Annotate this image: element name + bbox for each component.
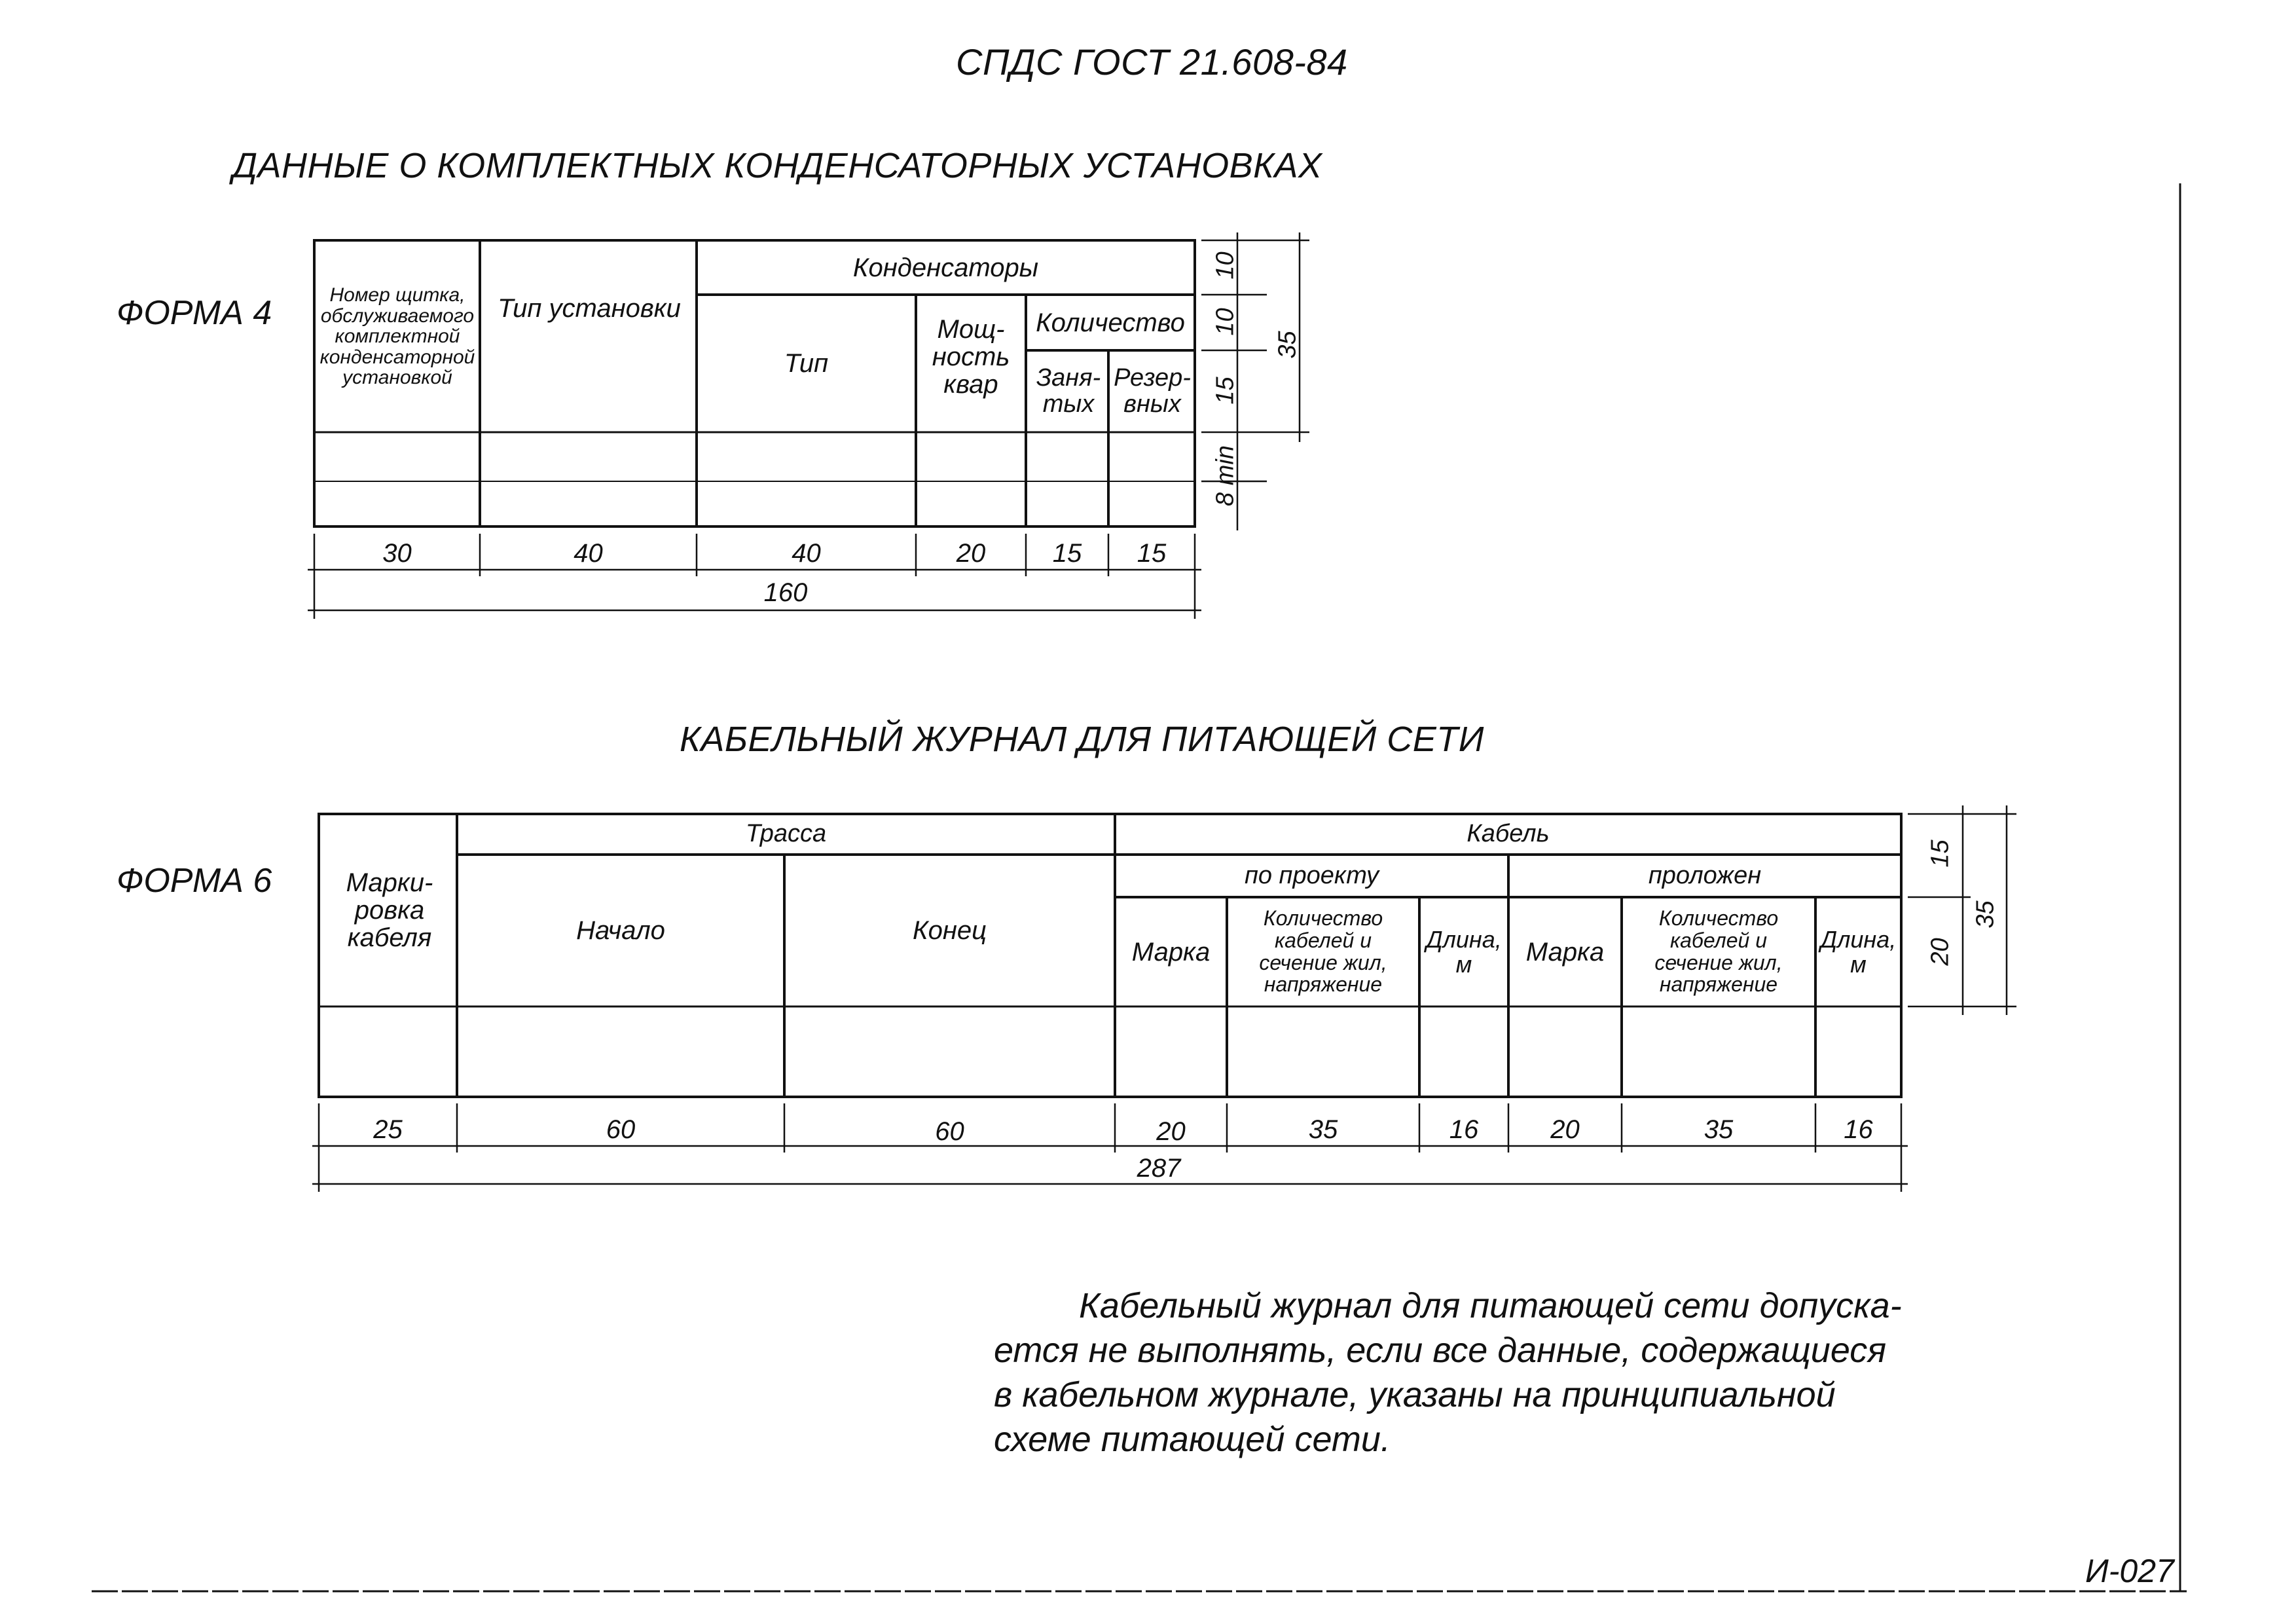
form6-dim-col-2: 60 [606, 1115, 636, 1144]
note-line-2: ется не выполнять, если все данные, содержащиеся [994, 1331, 1887, 1370]
form6-dim-col-6: 16 [1449, 1115, 1479, 1144]
note-line-1: Кабельный журнал для питающей сети допуска- [1079, 1286, 1902, 1325]
form4-dim-min-row: 8 min [1211, 445, 1239, 506]
form4-dim-row-3: 15 [1211, 377, 1239, 405]
form6-col-start: Начало [576, 916, 665, 945]
form4-dim-col-3: 40 [792, 539, 821, 568]
form4-label: ФОРМА 4 [117, 294, 272, 332]
form4-dim-col-5: 15 [1052, 539, 1082, 568]
form4-col-number: Номер щитка, обслуживаемого комплектной конденсаторной установкой [319, 284, 475, 389]
form4-group-quantity: Количество [1036, 308, 1185, 337]
form4-col-power: Мощ- ность квар [932, 315, 1010, 399]
form4-col-type: Тип [784, 349, 829, 378]
form6-col-count-design: Количество кабелей и сечение жил, напряжение [1259, 906, 1387, 997]
form4-dim-col-1: 30 [382, 539, 412, 568]
form4-col-reserve: Резер- вных [1114, 364, 1191, 418]
form6-dim-col-7: 20 [1550, 1115, 1580, 1144]
form6-group-route: Трасса [745, 820, 827, 848]
standard-header: СПДС ГОСТ 21.608-84 [956, 41, 1348, 83]
form4-col-occupied: Заня- тых [1036, 364, 1101, 418]
form6-heading: КАБЕЛЬНЫЙ ЖУРНАЛ ДЛЯ ПИТАЮЩЕЙ СЕТИ [680, 720, 1484, 759]
form4-heading: ДАННЫЕ О КОМПЛЕКТНЫХ КОНДЕНСАТОРНЫХ УСТАНОВКАХ [232, 146, 1322, 185]
form6-dim-row-2: 20 [1926, 938, 1954, 966]
form6-col-marking: Марки- ровка кабеля [346, 868, 433, 952]
form6-dim-col-4: 20 [1156, 1117, 1186, 1146]
form6-dim-col-5: 35 [1308, 1115, 1338, 1144]
note-line-3: в кабельном журнале, указаны на принципиальной [994, 1375, 1836, 1414]
form4-dim-col-2: 40 [574, 539, 603, 568]
form4-dim-row-2: 10 [1211, 308, 1239, 336]
form6-label: ФОРМА 6 [117, 862, 272, 900]
form6-dim-col-9: 16 [1844, 1115, 1873, 1144]
form4-dim-col-6: 15 [1137, 539, 1167, 568]
form6-dim-row-1: 15 [1926, 840, 1954, 868]
form4-dim-total: 160 [763, 578, 808, 607]
form6-col-brand-design: Марка [1131, 937, 1211, 967]
form6-dim-col-1: 25 [373, 1115, 403, 1144]
form6-col-end: Конец [913, 916, 987, 945]
form6-group-laid: проложен [1648, 861, 1762, 889]
form4-col-type-install: Тип установки [498, 294, 681, 323]
form6-dim-col-3: 60 [935, 1117, 964, 1146]
form4-dim-row-1: 10 [1211, 251, 1239, 280]
form6-col-length-laid: Длина, м [1820, 925, 1897, 978]
form6-dim-total: 287 [1137, 1154, 1181, 1183]
form4-dim-total-height: 35 [1273, 331, 1302, 359]
sheet-number: И-027 [2085, 1553, 2174, 1589]
form6-col-count-laid: Количество кабелей и сечение жил, напряжение [1654, 906, 1783, 997]
form6-dim-col-8: 35 [1704, 1115, 1734, 1144]
form6-dim-total-height: 35 [1971, 900, 1999, 929]
form6-col-brand-laid: Марка [1525, 937, 1605, 967]
form4-dim-col-4: 20 [956, 539, 986, 568]
form4-group-capacitors: Конденсаторы [852, 253, 1039, 282]
form6-group-design: по проекту [1244, 861, 1379, 889]
form6-col-length-design: Длина, м [1426, 925, 1502, 978]
note-paragraph [994, 1283, 1989, 1462]
form6-group-cable: Кабель [1467, 820, 1550, 848]
note-line-4: схеме питающей сети. [994, 1420, 1391, 1459]
